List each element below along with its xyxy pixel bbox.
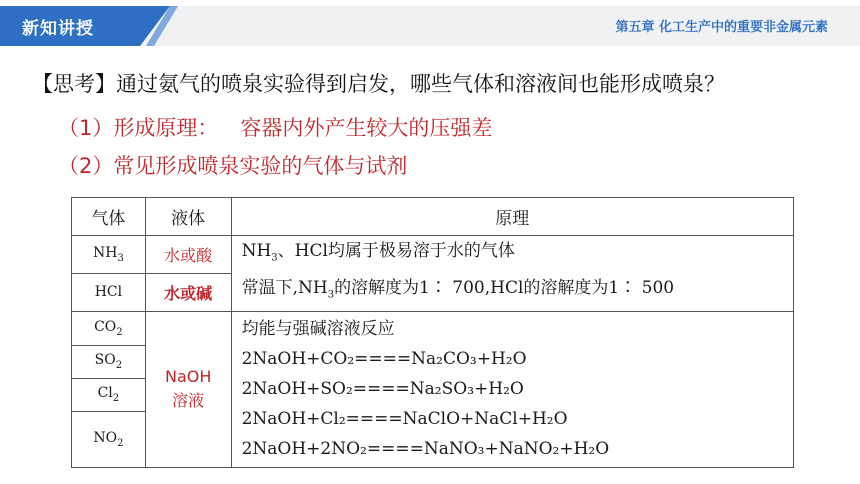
gas-reagent-table <box>71 197 794 468</box>
gas-no2: $NO_2$ <box>72 411 146 467</box>
principle-line-1: $NH_3$、HCl均属于极易溶于水的气体 <box>241 241 515 264</box>
gas-cl2: $Cl_2$ <box>72 378 146 411</box>
gas-so2: $SO_2$ <box>72 345 146 378</box>
chapter-title: 第五章 化工生产中的重要非金属元素 <box>615 20 828 35</box>
principle-line-2: 常温下$,NH_3$的溶解度为1∶ 700,HCl的溶解度为1∶ 500 <box>241 278 675 301</box>
liquid-water-or-acid: 水或酸 <box>145 236 231 274</box>
principle-line <box>58 112 492 142</box>
header-liquid: 液体 <box>145 198 231 236</box>
section-tag-label: 新知讲授 <box>22 19 94 39</box>
principle-group1 <box>231 236 793 312</box>
think-question: 【思考】通过氨气的喷泉实验得到启发，哪些气体和溶液间也能形成喷泉？ <box>32 72 725 96</box>
principle-group2 <box>231 311 793 467</box>
principle-intro: 均能与强碱溶液反应 <box>241 319 395 340</box>
equation-co2: 2NaOH+CO₂====Na₂CO₃+H₂O <box>241 349 527 370</box>
table-row <box>72 311 794 345</box>
header-gas: 气体 <box>72 198 146 236</box>
equation-no2: 2NaOH+2NO₂====NaNO₃+NaNO₂+H₂O <box>241 439 610 460</box>
liquid-naoh-line1: NaOH <box>164 367 212 387</box>
equation-cl2: 2NaOH+Cl₂====NaClO+NaCl+H₂O <box>241 409 568 430</box>
liquid-water-or-base: 水或碱 <box>145 273 231 311</box>
common-heading: （2）常见形成喷泉实验的气体与试剂 <box>58 154 408 178</box>
gas-co2: $CO_2$ <box>72 311 146 345</box>
principle-text: 容器内外产生较大的压强差 <box>240 116 493 140</box>
liquid-naoh-line2: 溶液 <box>172 391 205 411</box>
liquid-naoh <box>145 311 231 467</box>
header-bar <box>0 0 860 46</box>
header-principle: 原理 <box>231 198 793 236</box>
principle-label: （1）形成原理： <box>58 116 219 140</box>
gas-hcl: HCl <box>72 273 146 311</box>
table-header-row <box>72 198 794 236</box>
equation-so2: 2NaOH+SO₂====Na₂SO₃+H₂O <box>241 379 524 400</box>
gas-nh3: $NH_3$ <box>72 236 146 274</box>
table-row <box>72 236 794 274</box>
